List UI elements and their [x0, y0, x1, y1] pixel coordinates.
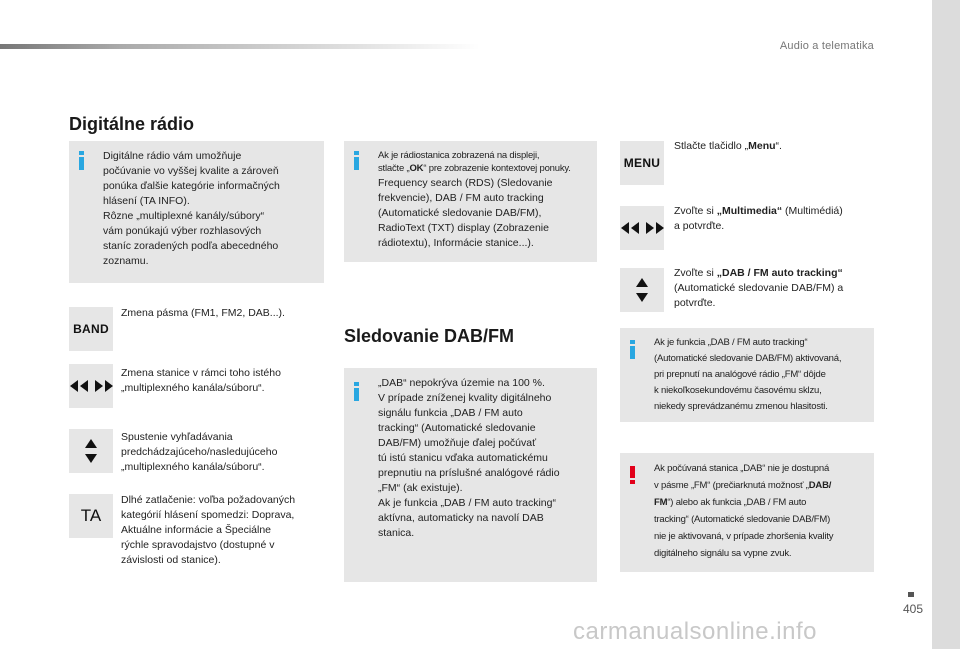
page-number: 405: [903, 602, 924, 616]
arrow-up-icon: [85, 439, 97, 448]
section-title-digital-radio: Digitálne rádio: [69, 114, 195, 134]
seek-buttons-2[interactable]: [620, 206, 664, 250]
ta-description: Dlhé zatlačenie: voľba požadovaných kategórií hlásení spomedzi: Doprava, Aktuálne informácie a Špeciálne rýchle spravodajstvo (dostupné v závislosti od stanice).: [121, 494, 296, 566]
step-multimedia: Zvoľte si „Multimedia“ (Multimédiá) a potvrďte.: [674, 205, 843, 232]
up-down-buttons[interactable]: [620, 268, 664, 312]
watermark: carmanualsonline.info: [573, 618, 817, 645]
arrow-up-icon: [636, 278, 648, 287]
info-box-context-menu: Ak je rádiostanica zobrazená na displeji, stlačte „OK“ pre zobrazenie kontextovej ponuky. Frequency search (RDS) (Sledovanie frekvencie), DAB / FM auto tracking (Automatické sledovanie DAB/FM), RadioText (TXT) display (Zobrazenie rádiotextu), Informácie stanice...).: [344, 141, 597, 262]
warning-box-dab-unavailable: Ak počúvaná stanica „DAB“ nie je dostupná v pásme „FM“ (prečiarknutá možnosť „DAB/ FM“) alebo ak funkcia „DAB / FM auto tracking“ (Automatické sledovanie DAB/FM) nie je aktivovaná, v prípade zhoršenia kvality digitálneho signálu sa vypne zvuk.: [620, 453, 874, 572]
info-box-dab-coverage: „DAB“ nepokrýva územie na 100 %. V prípade zníženej kvality digitálneho signálu funkcia „DAB / FM auto tracking“ (Automatické sledovanie DAB/FM) umožňuje ďalej počúvať tú istú stanicu vďaka automatickému prepnutiu na príslušné analógové rádio „FM“ (ak existuje). Ak je funkcia „DAB / FM auto tracking“ aktívna, automaticky na navolí DAB stanica.: [344, 368, 597, 582]
ta-button-label: TA: [80, 506, 102, 525]
section-title-dab-fm: Sledovanie DAB/FM: [344, 326, 515, 346]
band-button[interactable]: [69, 307, 113, 351]
info-box-tracking-delay: Ak je funkcia „DAB / FM auto tracking“ (Automatické sledovanie DAB/FM) aktivovaná, pri prepnutí na analógové rádio „FM“ dôjde k niekoľkosekundovému časovému sklzu, niekedy sprevádzanému zmenou hlasitosti.: [620, 328, 874, 422]
menu-button-label: MENU: [623, 156, 661, 170]
rewind-icon: [70, 380, 78, 392]
ta-button[interactable]: [69, 494, 113, 538]
seek-description: Zmena stanice v rámci toho istého „multiplexného kanála/súboru“.: [121, 367, 281, 394]
info-icon: [354, 151, 359, 170]
page-edge-strip: [932, 0, 960, 649]
info-icon: [354, 382, 359, 401]
scan-description: Spustenie vyhľadávania predchádzajúceho/nasledujúceho „multiplexného kanála/súboru“.: [121, 431, 278, 473]
arrow-down-icon: [85, 454, 97, 463]
step-menu: Stlačte tlačidlo „Menu“.: [674, 140, 782, 152]
header-gradient-bar: [0, 44, 480, 49]
fast-forward-icon: [646, 222, 654, 234]
step-auto-tracking: Zvoľte si „DAB / FM auto tracking“ (Automatické sledovanie DAB/FM) a potvrďte.: [674, 267, 844, 309]
arrow-down-icon: [636, 293, 648, 302]
seek-buttons[interactable]: [69, 364, 113, 408]
menu-button[interactable]: [620, 141, 664, 185]
band-button-label: BAND: [73, 322, 109, 336]
rewind-icon: [621, 222, 629, 234]
chapter-title: Audio a telematika: [779, 40, 874, 52]
info-box-digital-radio: Digitálne rádio vám umožňuje počúvanie vo vyššej kvalite a zároveň ponúka ďalšie kategórie informačných hlásení (TA INFO). Rôzne „multiplexné kanály/súbory“ vám ponúkajú výber rozhlasových staníc zoradených podľa abecedného zoznamu.: [69, 141, 324, 283]
fast-forward-icon: [95, 380, 103, 392]
info-icon: [79, 151, 84, 170]
page-marker: [908, 592, 914, 597]
warning-icon: [630, 466, 635, 484]
band-description: Zmena pásma (FM1, FM2, DAB...).: [121, 307, 285, 319]
scan-up-down-buttons[interactable]: [69, 429, 113, 473]
info-icon: [630, 340, 635, 359]
